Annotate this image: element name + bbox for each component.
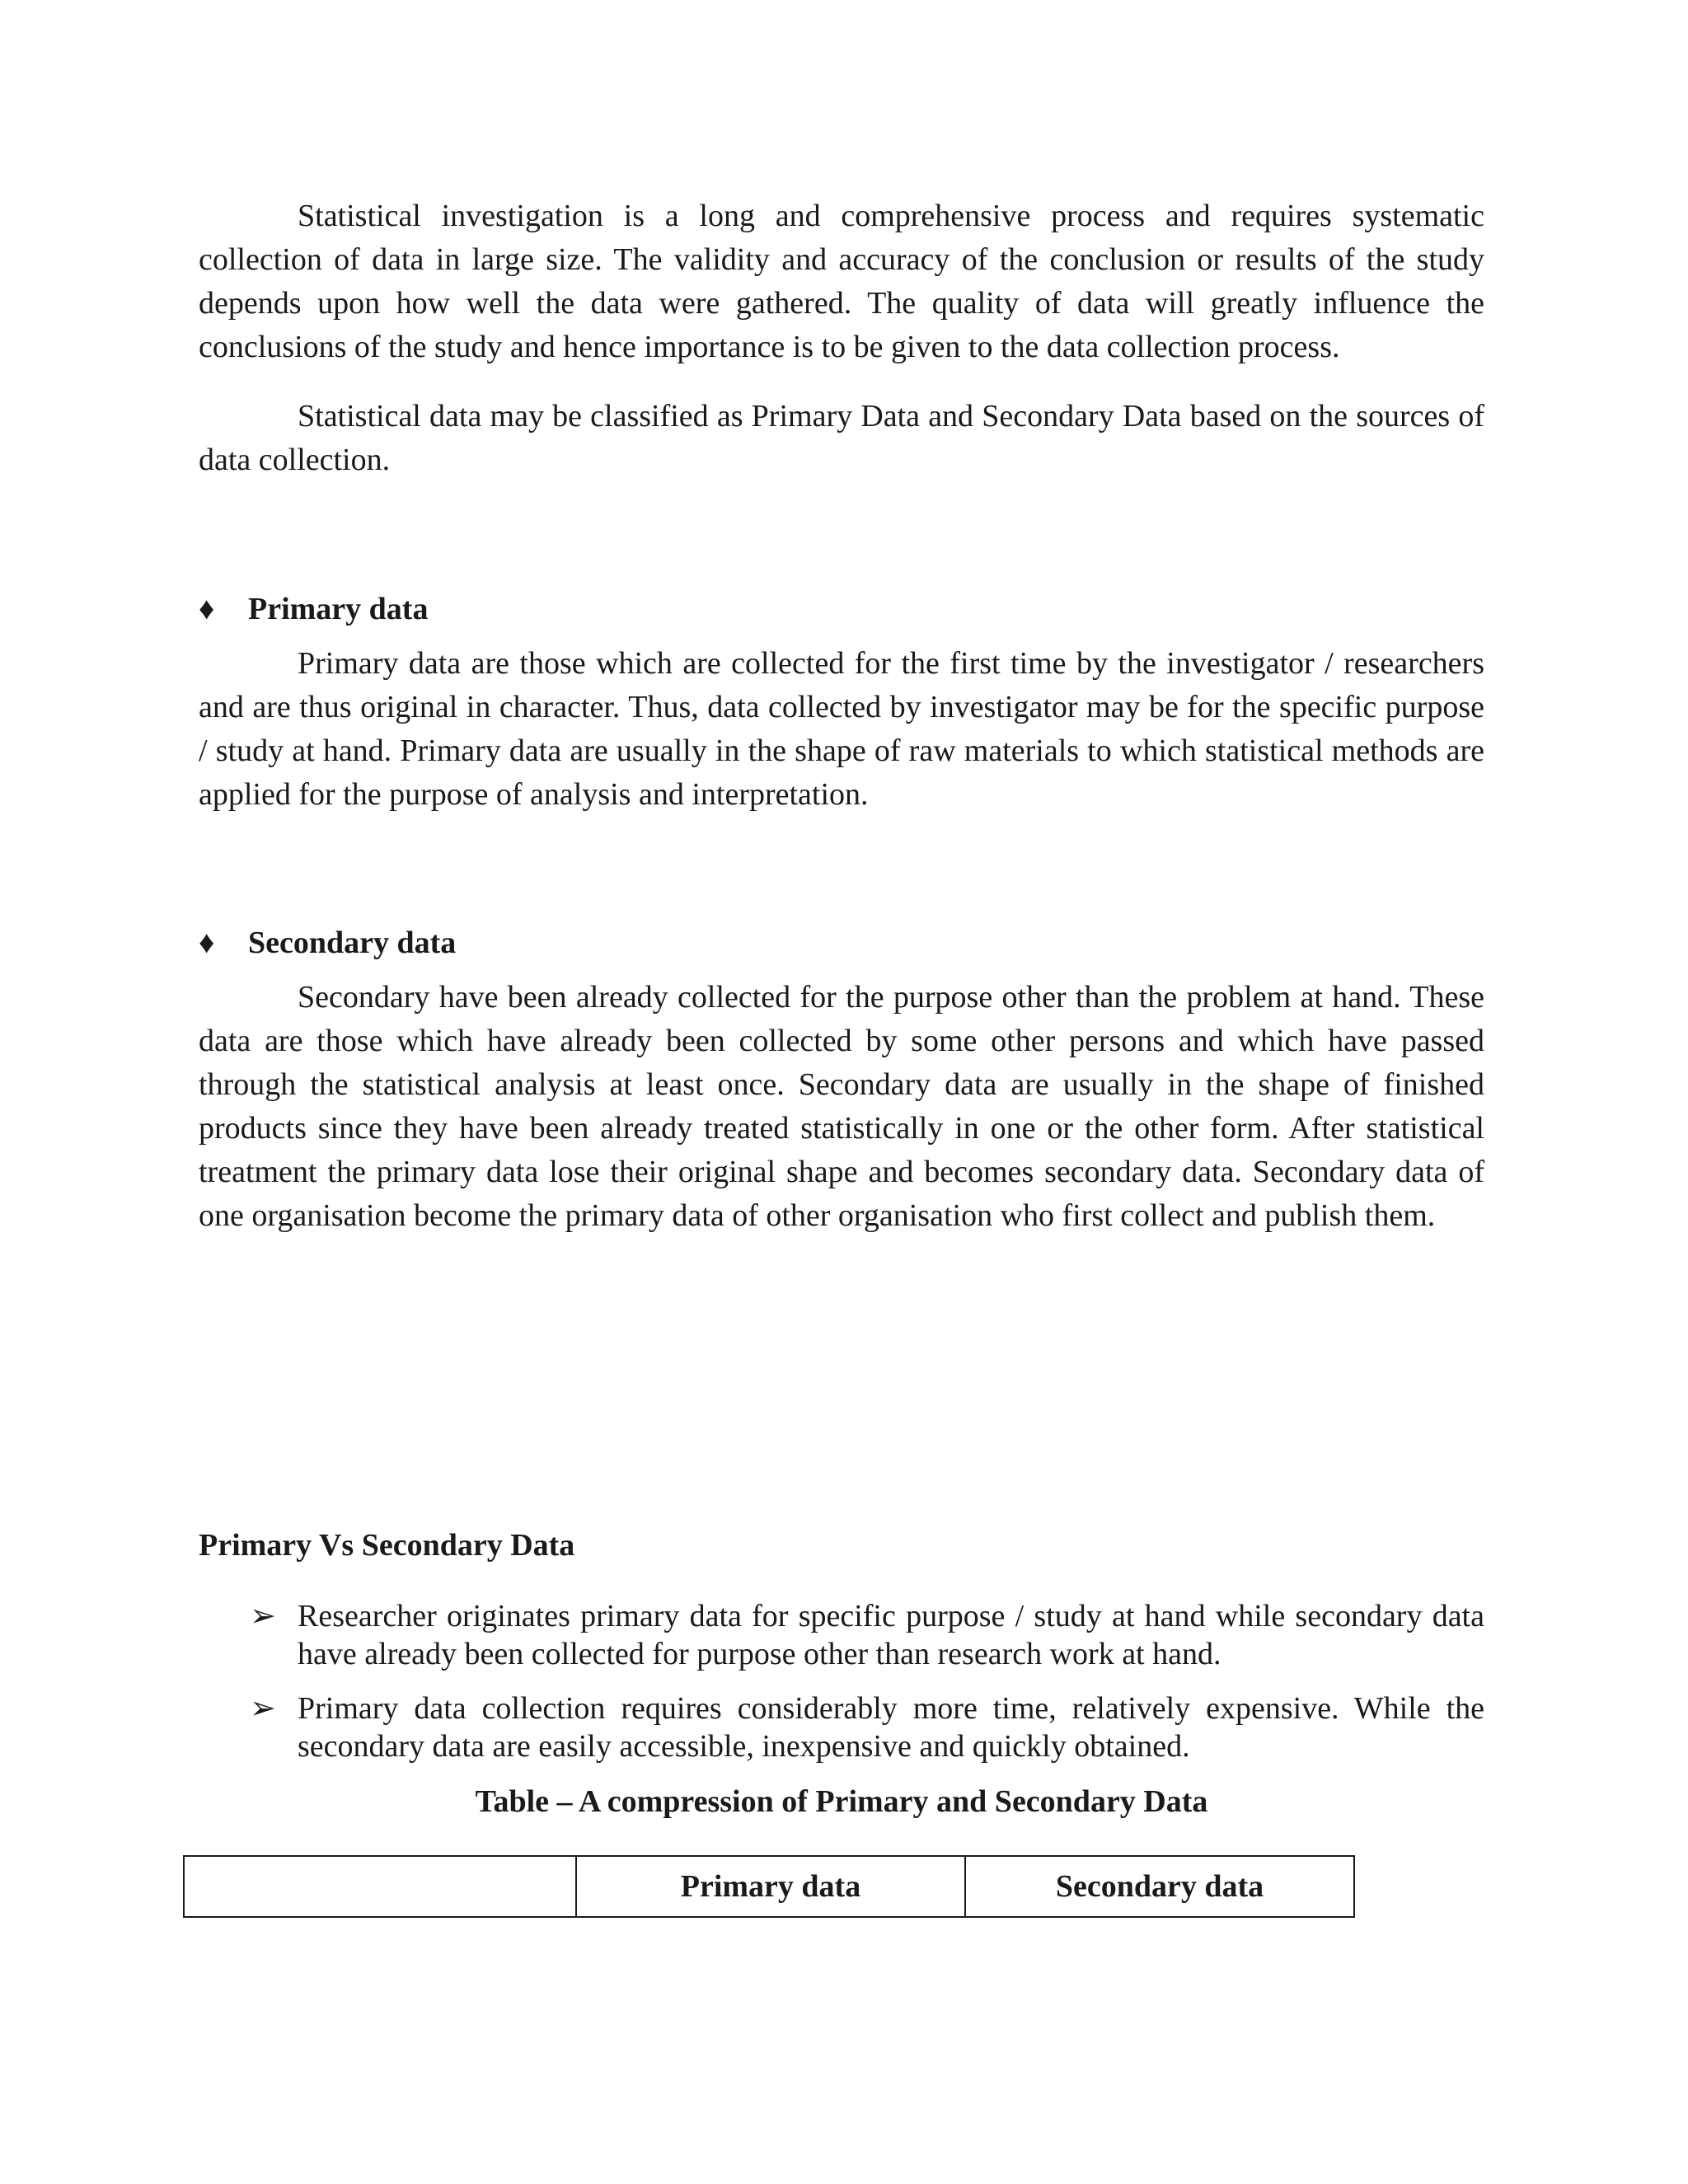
comparison-heading: Primary Vs Secondary Data: [199, 1528, 575, 1563]
table-header-row: [184, 1856, 1354, 1917]
table-caption: Table – A compression of Primary and Secondary Data: [475, 1784, 1208, 1819]
list-item-text: Researcher originates primary data for specific purpose / study at hand while secondary data have already been collected for purpose other than research work at hand.: [298, 1599, 1484, 1671]
list-item: [250, 1690, 1484, 1765]
table-header-empty: [184, 1856, 576, 1917]
list-item-text: Primary data collection requires considerably more time, relatively expensive. While the secondary data are easily accessible, inexpensive and quickly obtained.: [298, 1691, 1484, 1764]
arrow-bullet-icon: ➢: [250, 1691, 276, 1726]
primary-data-heading: [199, 588, 428, 631]
diamond-bullet-icon: ♦: [199, 592, 215, 626]
primary-data-paragraph: Primary data are those which are collected for the first time by the investigator / researchers and are thus original in character. Thus, data collected by investigator may be for the specific purpose / study at hand. Primary data are usually in the shape of raw materials to which statistical methods are applied for the purpose of analysis and interpretation.: [199, 646, 1484, 812]
list-item: [250, 1597, 1484, 1673]
diamond-bullet-icon: ♦: [199, 926, 215, 960]
table-header-secondary: Secondary data: [965, 1856, 1354, 1917]
arrow-bullet-icon: ➢: [250, 1599, 276, 1633]
primary-data-heading-text: Primary data: [248, 592, 429, 626]
secondary-data-heading-text: Secondary data: [248, 926, 457, 960]
secondary-data-heading: [199, 921, 456, 965]
intro-paragraph-1: Statistical investigation is a long and comprehensive process and requires systematic collection of data in large size. The validity and accuracy of the conclusion or results of the study depends upon how well the data were gathered. The quality of data will greatly influence the conclusions of the study and hence importance is to be given to the data collection process.: [199, 199, 1484, 364]
intro-paragraph-2: Statistical data may be classified as Primary Data and Secondary Data based on the sources of data collection.: [199, 399, 1484, 477]
comparison-list: [250, 1597, 1484, 1782]
comparison-table: [183, 1855, 1355, 1918]
secondary-data-paragraph: Secondary have been already collected for the purpose other than the problem at hand. These data are those which have already been collected by some other persons and which have passed through the statistical analysis at least once. Secondary data are usually in the shape of finished products since they have been already treated statistically in one or the other form. After statistical treatment the primary data lose their original shape and becomes secondary data. Secondary data of one organisation become the primary data of other organisation who first collect and publish them.: [199, 980, 1484, 1233]
table-header-primary: Primary data: [576, 1856, 965, 1917]
